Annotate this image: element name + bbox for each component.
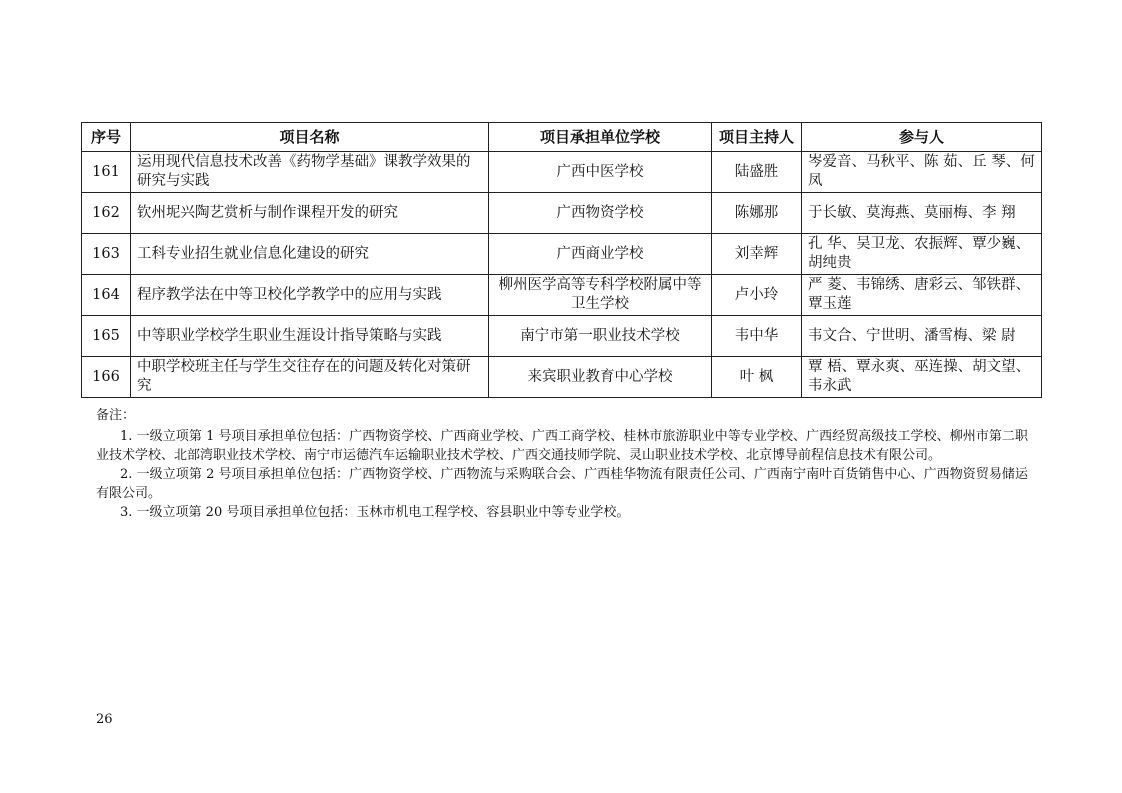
table-row [82, 275, 1042, 316]
row-num: 162 [82, 193, 131, 234]
header-school: 项目承担单位学校 [489, 123, 712, 152]
row-participants: 岑爱音、马秋平、陈 茹、丘 琴、何 凤 [802, 152, 1042, 193]
row-num: 161 [82, 152, 131, 193]
header-participants: 参与人 [802, 123, 1042, 152]
row-school: 广西物资学校 [489, 193, 712, 234]
row-host: 刘幸辉 [712, 234, 802, 275]
header-project-name: 项目名称 [131, 123, 489, 152]
row-project-name: 中等职业学校学生职业生涯设计指导策略与实践 [131, 316, 489, 357]
row-participants: 覃 梧、覃永爽、巫连操、胡文望、韦永武 [802, 357, 1042, 398]
header-host: 项目主持人 [712, 123, 802, 152]
row-num: 166 [82, 357, 131, 398]
header-num: 序号 [82, 123, 131, 152]
row-num: 163 [82, 234, 131, 275]
row-school: 柳州医学高等专科学校附属中等卫生学校 [489, 275, 712, 316]
note-item-3: 3. 一级立项第 20 号项目承担单位包括：玉林市机电工程学校、容县职业中等专业学校。 [120, 505, 630, 520]
notes-section [96, 406, 1028, 522]
note-item-2: 2. 一级立项第 2 号项目承担单位包括：广西物资学校、广西物流与采购联合会、广西桂华物流有限责任公司、广西南宁南叶百货销售中心、广西物资贸易储运有限公司。 [96, 467, 1028, 501]
row-school: 广西中医学校 [489, 152, 712, 193]
row-host: 叶 枫 [712, 357, 802, 398]
notes-heading: 备注： [96, 408, 136, 423]
row-school: 南宁市第一职业技术学校 [489, 316, 712, 357]
row-participants: 韦文合、宁世明、潘雪梅、梁 尉 [802, 316, 1042, 357]
row-participants: 严 菱、韦锦绣、唐彩云、邹铁群、覃玉莲 [802, 275, 1042, 316]
table-row [82, 357, 1042, 398]
table-row [82, 193, 1042, 234]
row-host: 卢小玲 [712, 275, 802, 316]
row-school: 来宾职业教育中心学校 [489, 357, 712, 398]
note-item-1: 1. 一级立项第 1 号项目承担单位包括：广西物资学校、广西商业学校、广西工商学校、桂林市旅游职业中等专业学校、广西经贸高级技工学校、柳州市第二职业技术学校、北部湾职业技术学校、南宁市运德汽车运输职业技术学校、广西交通技师学院、灵山职业技术学校、北京博导前程信息技术有限公司。 [96, 429, 1028, 463]
table-header-row [82, 123, 1042, 152]
table-row [82, 316, 1042, 357]
row-school: 广西商业学校 [489, 234, 712, 275]
row-num: 165 [82, 316, 131, 357]
row-host: 陆盛胜 [712, 152, 802, 193]
project-table [81, 122, 1042, 398]
row-host: 陈娜那 [712, 193, 802, 234]
row-project-name: 程序教学法在中等卫校化学教学中的应用与实践 [131, 275, 489, 316]
row-participants: 于长敏、莫海燕、莫丽梅、李 翔 [802, 193, 1042, 234]
row-num: 164 [82, 275, 131, 316]
row-project-name: 工科专业招生就业信息化建设的研究 [131, 234, 489, 275]
row-project-name: 钦州坭兴陶艺赏析与制作课程开发的研究 [131, 193, 489, 234]
table-row [82, 234, 1042, 275]
row-host: 韦中华 [712, 316, 802, 357]
row-project-name: 运用现代信息技术改善《药物学基础》课教学效果的研究与实践 [131, 152, 489, 193]
row-project-name: 中职学校班主任与学生交往存在的问题及转化对策研究 [131, 357, 489, 398]
page-number: 26 [96, 712, 113, 727]
row-participants: 孔 华、吴卫龙、农振辉、覃少巍、胡纯贵 [802, 234, 1042, 275]
table-row [82, 152, 1042, 193]
